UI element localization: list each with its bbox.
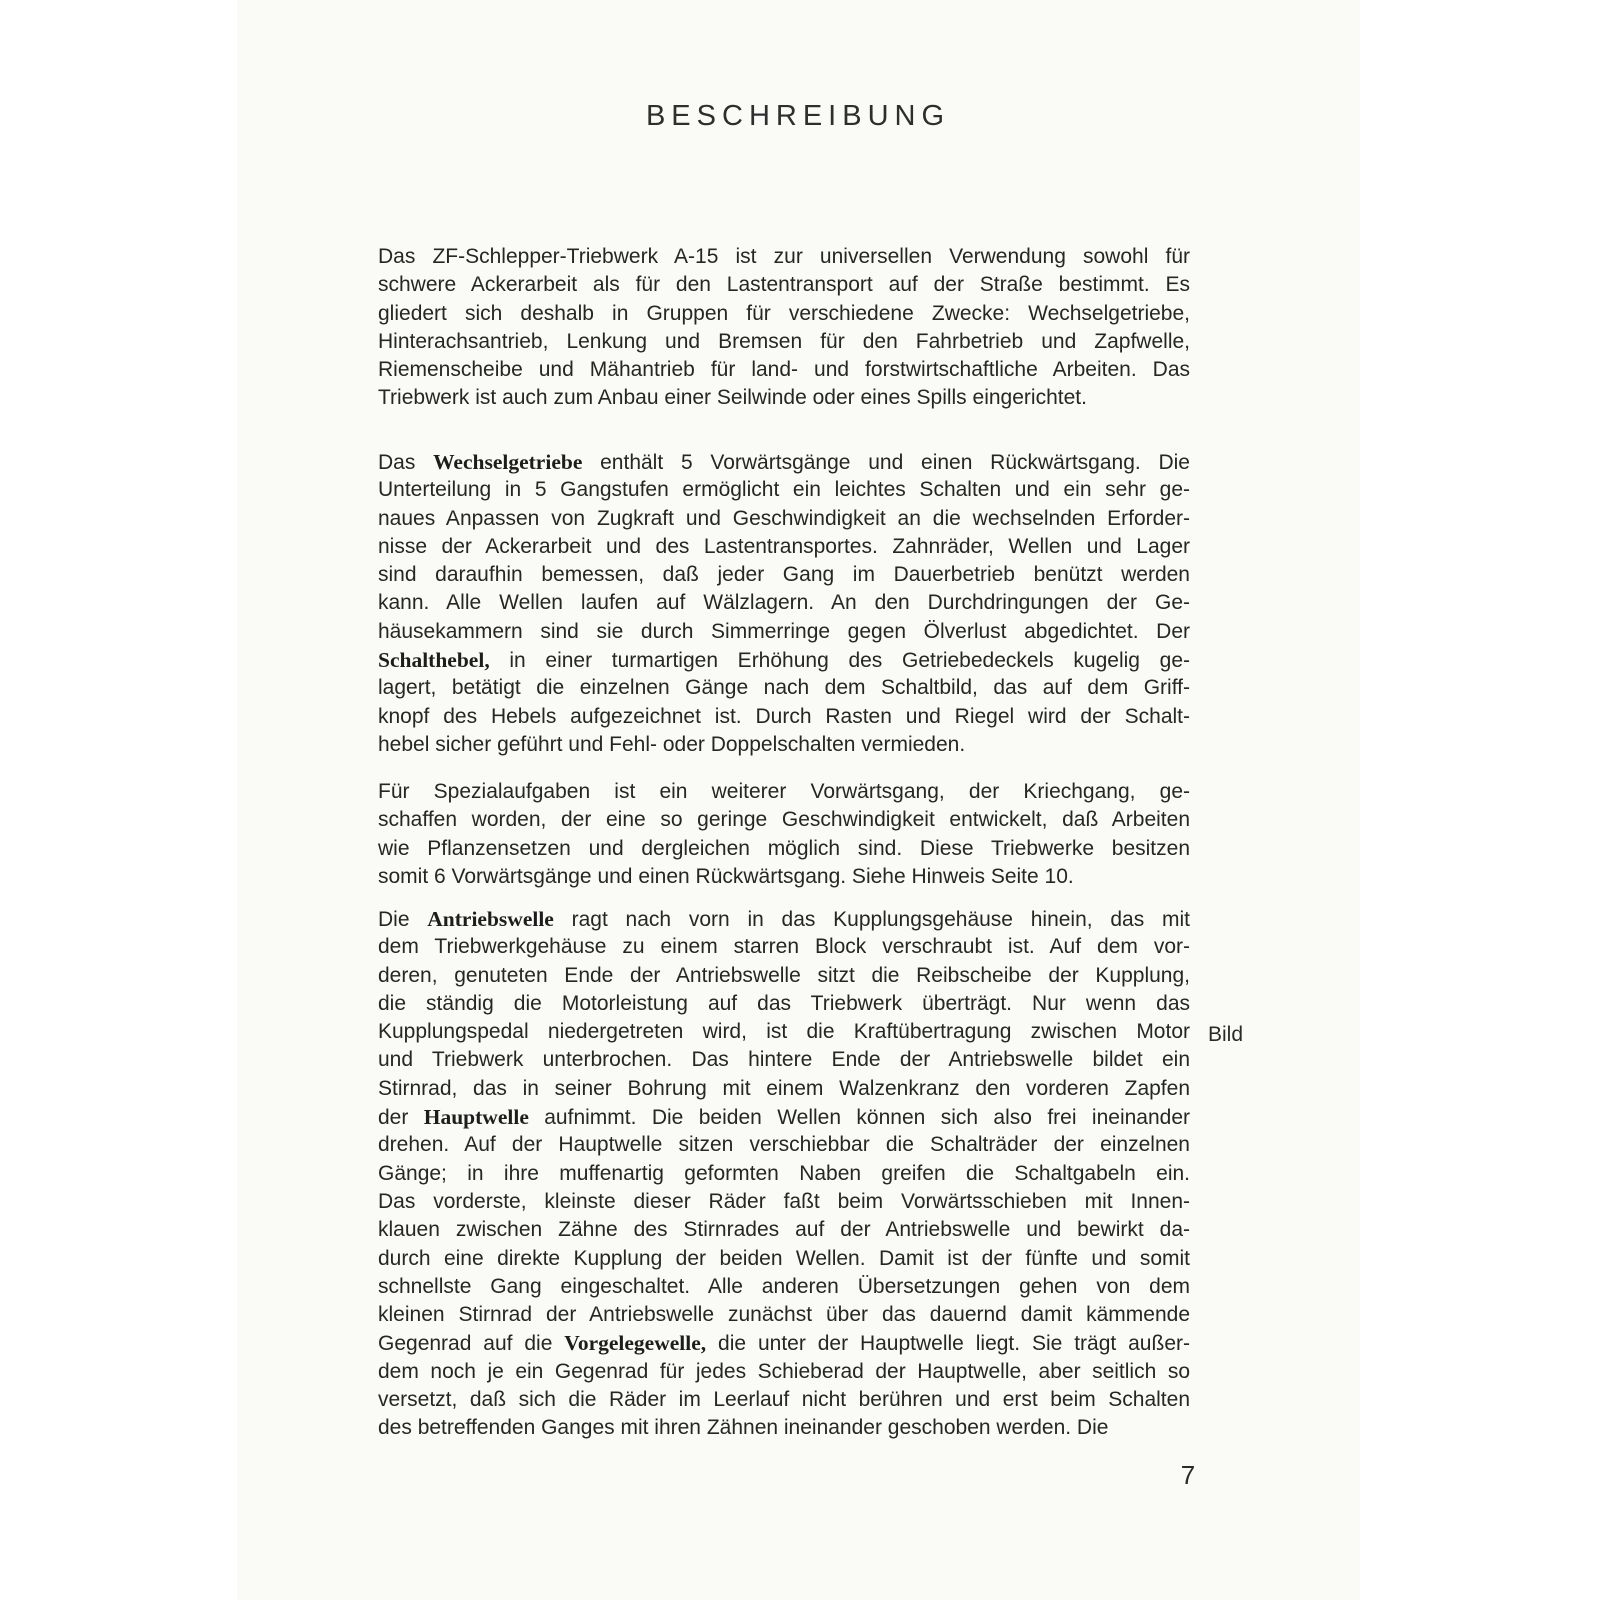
- text-segment: dem Triebwerkgehäuse zu einem starren Block verschraubt ist. Auf dem vor-: [378, 935, 1190, 959]
- text-segment: somit 6 Vorwärtsgänge und einen Rückwärtsgang. Siehe Hinweis Seite 10.: [378, 864, 1074, 888]
- text-segment: schnellste Gang eingeschaltet. Alle anderen Übersetzungen gehen von dem: [378, 1274, 1190, 1298]
- text-segment: in einer turmartigen Erhöhung des Getriebedeckels kugelig ge-: [489, 649, 1190, 673]
- text-segment: der: [378, 1106, 424, 1130]
- page-number: 7: [1180, 1460, 1196, 1490]
- text-segment: Hinterachsantrieb, Lenkung und Bremsen für den Fahrbetrieb und Zapfwelle,: [378, 329, 1190, 353]
- text-line: [378, 243, 1190, 271]
- text-line: [378, 300, 1190, 328]
- text-segment: die unter der Hauptwelle liegt. Sie trägt außer-: [706, 1332, 1190, 1356]
- text-segment: Das vorderste, kleinste dieser Räder faßt beim Vorwärtsschieben mit Innen-: [378, 1189, 1190, 1213]
- text-line: [378, 863, 1190, 891]
- text-segment: wie Pflanzensetzen und dergleichen möglich sind. Diese Triebwerke besitzen: [378, 836, 1190, 860]
- text-segment: sind daraufhin bemessen, daß jeder Gang im Dauerbetrieb benützt werden: [378, 563, 1190, 587]
- bold-term: Wechselgetriebe: [433, 450, 583, 474]
- text-segment: versetzt, daß sich die Räder im Leerlauf nicht berühren und erst beim Schalten: [378, 1388, 1190, 1412]
- text-segment: Riemenscheibe und Mähantrieb für land- und forstwirtschaftliche Arbeiten. Das: [378, 358, 1190, 382]
- text-segment: Gänge; in ihre muffenartig geformten Naben greifen die Schaltgabeln ein.: [378, 1161, 1190, 1185]
- text-line: [378, 356, 1190, 384]
- text-segment: Unterteilung in 5 Gangstufen ermöglicht ein leichtes Schalten und ein sehr ge-: [378, 478, 1190, 502]
- text-line: [378, 1046, 1190, 1074]
- text-line: [378, 476, 1190, 504]
- paragraph: [378, 243, 1190, 413]
- text-line: [378, 990, 1190, 1018]
- text-segment: dem noch je ein Gegenrad für jedes Schieberad der Hauptwelle, aber seitlich so: [378, 1359, 1190, 1383]
- text-line: [378, 1245, 1190, 1273]
- text-line: [378, 905, 1190, 933]
- text-segment: durch eine direkte Kupplung der beiden Wellen. Damit ist der fünfte und somit: [378, 1246, 1190, 1270]
- text-line: [378, 1131, 1190, 1159]
- paragraph: [378, 905, 1190, 1443]
- text-line: [378, 778, 1190, 806]
- text-segment: Die: [378, 908, 428, 931]
- text-segment: Kupplungspedal niedergetreten wird, ist die Kraftübertragung zwischen Motor: [378, 1020, 1190, 1044]
- text-line: [378, 674, 1190, 702]
- bold-term: Hauptwelle: [423, 1105, 529, 1130]
- text-segment: gliedert sich deshalb in Gruppen für verschiedene Zwecke: Wechselgetriebe,: [378, 301, 1190, 325]
- text-segment: Für Spezialaufgaben ist ein weiterer Vorwärtsgang, der Kriechgang, ge-: [378, 780, 1190, 803]
- text-line: [378, 703, 1190, 731]
- text-line: [378, 618, 1190, 646]
- text-line: [378, 561, 1190, 589]
- text-segment: Das ZF-Schlepper-Triebwerk A-15 ist zur universellen Verwendung sowohl für: [378, 245, 1190, 268]
- text-line: [378, 731, 1190, 759]
- text-segment: deren, genuteten Ende der Antriebswelle sitzt die Reibscheibe der Kupplung,: [378, 963, 1190, 987]
- text-segment: Das: [378, 451, 434, 474]
- text-line: [378, 1216, 1190, 1244]
- text-line: [378, 271, 1190, 299]
- margin-note-bild: Bild: [1208, 1023, 1244, 1046]
- text-segment: schwere Ackerarbeit als für den Lastentransport auf der Straße bestimmt. Es: [378, 273, 1190, 297]
- text-line: [378, 1414, 1190, 1442]
- text-segment: Stirnrad, das in seiner Bohrung mit einem Walzenkranz den vorderen Zapfen: [378, 1076, 1190, 1100]
- text-line: [378, 1329, 1190, 1357]
- bold-term: Antriebswelle: [427, 907, 554, 931]
- text-line: [378, 589, 1190, 617]
- paragraph: [378, 778, 1190, 891]
- text-line: [378, 1301, 1190, 1329]
- text-segment: schaffen worden, der eine so geringe Geschwindigkeit entwickelt, daß Arbeiten: [378, 808, 1190, 832]
- text-line: [378, 533, 1190, 561]
- text-segment: hebel sicher geführt und Fehl- oder Doppelschalten vermieden.: [378, 732, 966, 756]
- text-line: [378, 1018, 1190, 1046]
- text-line: [378, 384, 1190, 412]
- text-segment: ragt nach vorn in das Kupplungsgehäuse hinein, das mit: [553, 908, 1190, 931]
- paragraph: [378, 448, 1190, 759]
- text-segment: aufnimmt. Die beiden Wellen können sich also frei ineinander: [528, 1106, 1190, 1130]
- text-segment: enthält 5 Vorwärtsgänge und einen Rückwärtsgang. Die: [582, 451, 1190, 474]
- text-line: [378, 933, 1190, 961]
- text-line: [378, 328, 1190, 356]
- text-line: [378, 1075, 1190, 1103]
- text-segment: Triebwerk ist auch zum Anbau einer Seilwinde oder eines Spills eingerichtet.: [378, 386, 1087, 410]
- text-segment: lagert, betätigt die einzelnen Gänge nach dem Schaltbild, das auf dem Griff-: [378, 676, 1190, 700]
- text-line: [378, 806, 1190, 834]
- text-line: [378, 1103, 1190, 1131]
- text-line: [378, 646, 1190, 674]
- text-segment: knopf des Hebels aufgezeichnet ist. Durch Rasten und Riegel wird der Schalt-: [378, 704, 1190, 728]
- text-line: [378, 1188, 1190, 1216]
- text-segment: häusekammern sind sie durch Simmerringe gegen Ölverlust abgedichtet. Der: [378, 619, 1190, 643]
- text-segment: klauen zwischen Zähne des Stirnrades auf der Antriebswelle und bewirkt da-: [378, 1218, 1190, 1242]
- text-segment: kann. Alle Wellen laufen auf Wälzlagern. An den Durchdringungen der Ge-: [378, 591, 1190, 615]
- text-line: [378, 835, 1190, 863]
- text-segment: nisse der Ackerarbeit und des Lastentransportes. Zahnräder, Wellen und Lager: [378, 534, 1190, 558]
- text-line: [378, 1160, 1190, 1188]
- text-segment: kleinen Stirnrad der Antriebswelle zunächst über das dauernd damit kämmende: [378, 1303, 1190, 1327]
- bold-term: Vorgelegewelle,: [564, 1331, 707, 1356]
- text-line: [378, 448, 1190, 476]
- text-segment: Gegenrad auf die: [378, 1332, 565, 1356]
- text-segment: naues Anpassen von Zugkraft und Geschwindigkeit an die wechselnden Erforder-: [378, 506, 1190, 530]
- text-segment: die ständig die Motorleistung auf das Triebwerk überträgt. Nur wenn das: [378, 991, 1190, 1015]
- page-title: BESCHREIBUNG: [645, 100, 951, 132]
- text-line: [378, 962, 1190, 990]
- text-line: [378, 1386, 1190, 1414]
- text-segment: des betreffenden Ganges mit ihren Zähnen ineinander geschoben werden. Die: [378, 1416, 1109, 1440]
- text-line: [378, 1358, 1190, 1386]
- text-line: [378, 1273, 1190, 1301]
- bold-term: Schalthebel,: [378, 648, 490, 673]
- text-segment: drehen. Auf der Hauptwelle sitzen verschiebbar die Schalträder der einzelnen: [378, 1133, 1190, 1157]
- text-line: [378, 505, 1190, 533]
- text-segment: und Triebwerk unterbrochen. Das hintere Ende der Antriebswelle bildet ein: [378, 1048, 1190, 1072]
